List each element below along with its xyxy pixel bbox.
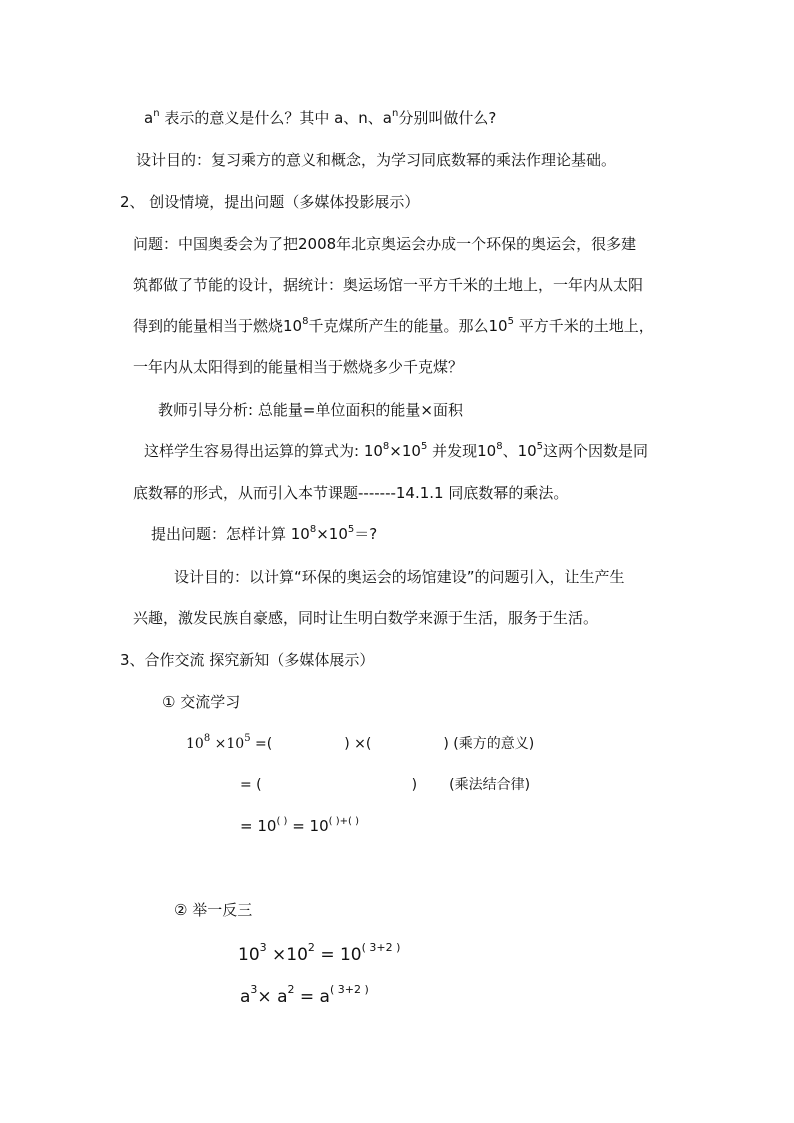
sub-heading-examples: ② 举一反三 [174,901,253,919]
equation-3: = 10( ) = 10( )+( ) [240,816,359,835]
question-line: $a^n$ 表示的意义是什么？其中 a、n、$a^n$分别叫做什么? [144,108,497,127]
problem-line-3: 得到的能量相当于燃烧$10^8$千克煤所产生的能量。那么$10^5$ 平方千米的土地上， [133,316,654,335]
problem-line-4: 一年内从太阳得到的能量相当于燃烧多少千克煤？ [133,358,464,376]
section-2-heading: 2、 创设情境，提出问题（多媒体投影展示） [120,193,420,211]
formula-line: 这样学生容易得出运算的算式为: $10^8\times 10^5$ 并发现$10^8$、$10^5$这两个因数是同 [144,441,649,460]
design-goal-2-line-1: 设计目的：以计算“环保的奥运会的场馆建设”的问题引入，让生产生 [174,568,625,586]
equation-2: = ( ) (乘法结合律) [240,777,531,793]
lesson-topic-line: 底数幂的形式，从而引入本节课题-------14.1.1 同底数幂的乘法。 [133,484,569,502]
design-goal-2-line-2: 兴趣，激发民族自豪感，同时让生明白数学来源于生活，服务于生活。 [133,609,599,627]
sub-heading-exchange: ① 交流学习 [162,693,241,711]
teacher-analysis: 教师引导分析: 总能量=单位面积的能量×面积 [158,401,463,419]
problem-line-1: 问题：中国奥委会为了把2008年北京奥运会办成一个环保的奥运会，很多建 [133,235,637,253]
equation-1: $10^8 \times 10^5$ =( ) ×( ) (乘方的意义) [186,733,535,752]
problem-line-2: 筑都做了节能的设计，据统计：奥运场馆一平方千米的土地上，一年内从太阳 [133,276,644,294]
section-3-heading: 3、合作交流 探究新知（多媒体展示） [120,651,375,669]
posed-question: 提出问题：怎样计算 $10^8\times 10^5=$? [151,524,378,543]
design-goal-1: 设计目的：复习乘方的意义和概念，为学习同底数幂的乘法作理论基础。 [136,151,617,169]
example-2: $a^3\times a^2 = a^{( 3+2 )}$ [240,983,369,1007]
example-1: $10^3 \times 10^2 = 10^{( 3+2 )}$ [238,941,401,965]
